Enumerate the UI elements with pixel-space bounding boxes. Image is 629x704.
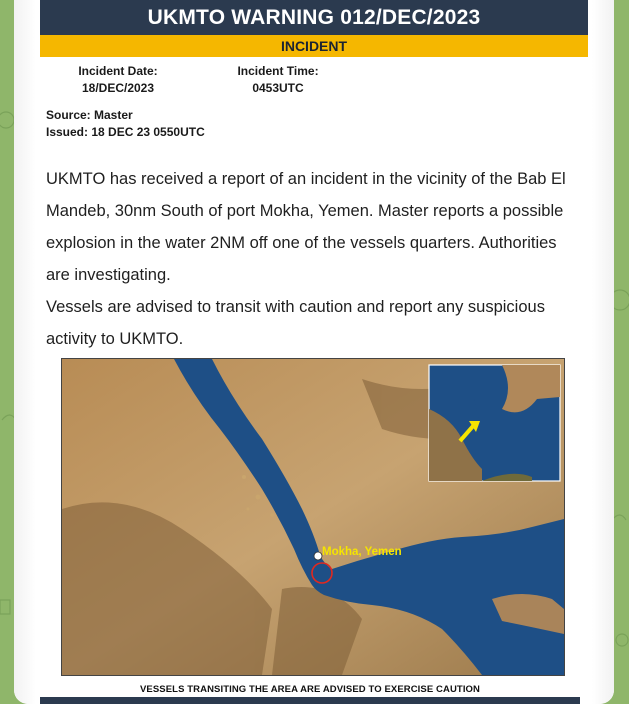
incident-date <box>58 63 178 97</box>
incident-date-value: 18/DEC/2023 <box>81 81 155 95</box>
body-paragraph-1: UKMTO has received a report of an incident in the vicinity of the Bab El Mandeb, 30nm South of port Mokha, Yemen. Master reports a possible explosion in the water 2NM off one of the vessels quarters. Authorities are investigating. <box>46 170 566 284</box>
incident-map <box>61 358 565 676</box>
issued-line: Issued: 18 DEC 23 0550UTC <box>46 125 205 139</box>
warning-body <box>46 163 576 355</box>
map-graphic <box>62 359 564 675</box>
warning-title: UKMTO WARNING 012/DEC/2023 <box>40 0 588 35</box>
incident-meta <box>40 57 588 157</box>
warning-document <box>40 0 588 157</box>
incident-date-label: Incident Date: <box>78 64 158 78</box>
incident-time <box>218 63 338 97</box>
incident-time-label: Incident Time: <box>237 64 319 78</box>
footer-bar <box>40 697 580 704</box>
inset-map <box>429 365 560 481</box>
mokha-location-dot <box>314 552 322 560</box>
mokha-label: Mokha, Yemen <box>322 546 402 558</box>
footer-caption: VESSELS TRANSITING THE AREA ARE ADVISED TO EXERCISE CAUTION <box>139 684 481 695</box>
incident-banner: INCIDENT <box>40 35 588 57</box>
body-paragraph-2: Vessels are advised to transit with caution and report any suspicious activity to UKMTO. <box>46 298 545 348</box>
source-line: Source: Master <box>46 108 133 122</box>
source-block <box>46 107 205 141</box>
incident-time-value: 0453UTC <box>252 81 304 95</box>
